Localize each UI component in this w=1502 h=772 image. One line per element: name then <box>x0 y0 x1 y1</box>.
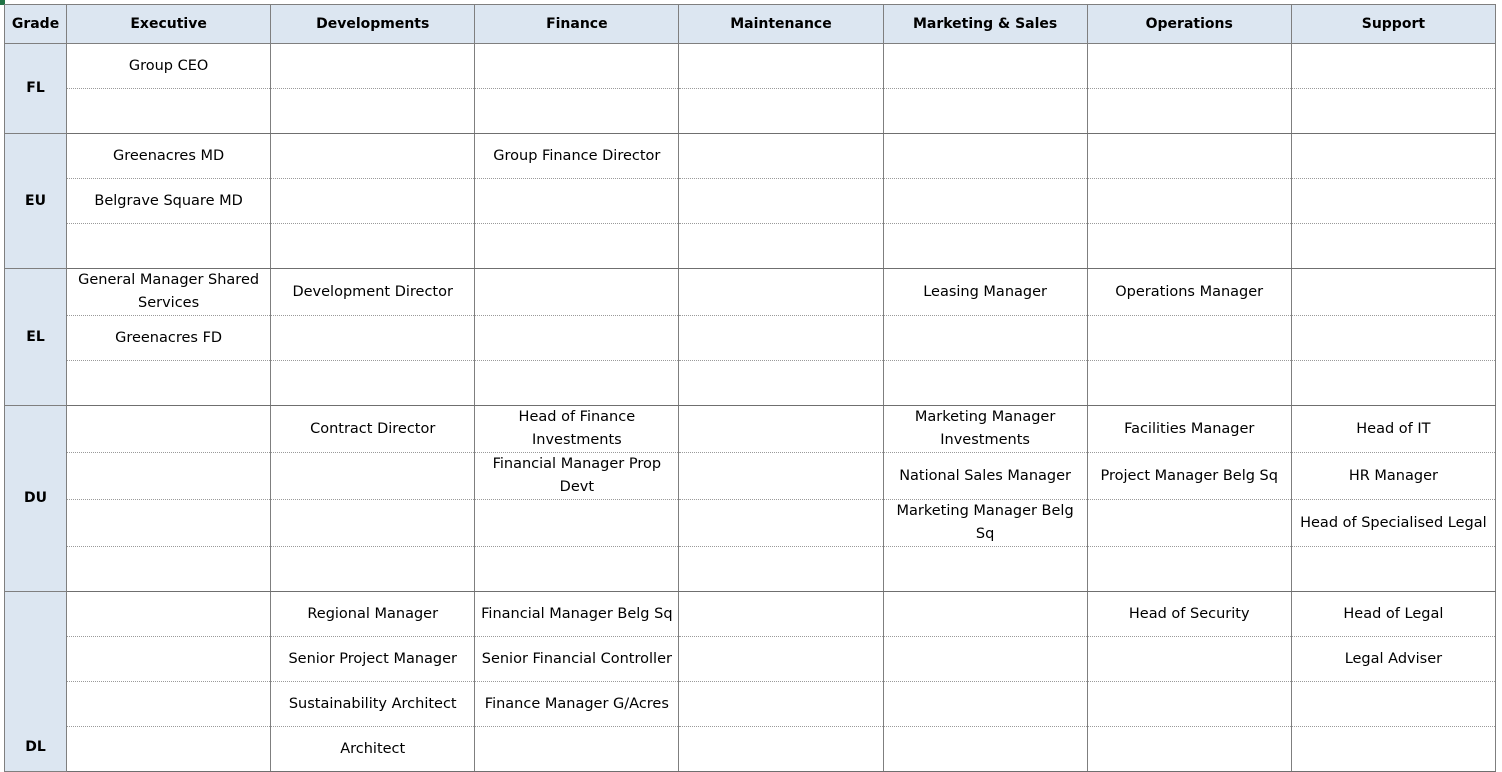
cell-developments[interactable] <box>271 547 475 592</box>
cell-finance[interactable]: Financial Manager Prop Devt <box>475 453 679 500</box>
cell-executive[interactable] <box>67 224 271 269</box>
table-row <box>5 453 1496 500</box>
cell-developments[interactable] <box>271 89 475 134</box>
cell-marketing-sales[interactable]: Marketing Manager Belg Sq <box>883 500 1087 547</box>
cell-marketing-sales[interactable] <box>883 637 1087 682</box>
header-row <box>5 5 1496 44</box>
cell-finance[interactable] <box>475 179 679 224</box>
cell-marketing-sales[interactable] <box>883 316 1087 361</box>
cell-marketing-sales[interactable] <box>883 89 1087 134</box>
cell-support[interactable]: Head of Legal <box>1291 592 1495 637</box>
cell-maintenance[interactable] <box>679 316 883 361</box>
table-row <box>5 361 1496 406</box>
cell-developments[interactable] <box>271 316 475 361</box>
cell-maintenance[interactable] <box>679 500 883 547</box>
cell-executive[interactable] <box>67 682 271 727</box>
cell-support[interactable] <box>1291 727 1495 772</box>
cell-maintenance[interactable] <box>679 89 883 134</box>
cell-maintenance[interactable] <box>679 727 883 772</box>
cell-developments[interactable]: Architect <box>271 727 475 772</box>
cell-executive[interactable] <box>67 500 271 547</box>
table-row <box>5 637 1496 682</box>
cell-maintenance[interactable] <box>679 361 883 406</box>
cell-finance[interactable] <box>475 269 679 316</box>
cell-maintenance[interactable] <box>679 637 883 682</box>
cell-operations[interactable] <box>1087 547 1291 592</box>
cell-marketing-sales[interactable]: National Sales Manager <box>883 453 1087 500</box>
grade-cell-fl[interactable]: FL <box>5 44 67 134</box>
cell-maintenance[interactable] <box>679 224 883 269</box>
table-row <box>5 406 1496 453</box>
cell-finance[interactable] <box>475 500 679 547</box>
cell-developments[interactable] <box>271 44 475 89</box>
table-row <box>5 727 1496 772</box>
cell-maintenance[interactable] <box>679 592 883 637</box>
cell-developments[interactable] <box>271 179 475 224</box>
cell-finance[interactable] <box>475 547 679 592</box>
cell-developments[interactable]: Contract Director <box>271 406 475 453</box>
cell-operations[interactable] <box>1087 134 1291 179</box>
cell-marketing-sales[interactable] <box>883 547 1087 592</box>
cell-operations[interactable] <box>1087 44 1291 89</box>
cell-support[interactable] <box>1291 316 1495 361</box>
header-grade[interactable]: Grade <box>5 5 67 44</box>
grade-cell-dl[interactable]: DL <box>5 592 67 772</box>
cell-support[interactable]: Head of Specialised Legal <box>1291 500 1495 547</box>
cell-developments[interactable]: Sustainability Architect <box>271 682 475 727</box>
cell-developments[interactable]: Development Director <box>271 269 475 316</box>
cell-executive[interactable]: Greenacres FD <box>67 316 271 361</box>
cell-finance[interactable] <box>475 316 679 361</box>
cell-operations[interactable]: Project Manager Belg Sq <box>1087 453 1291 500</box>
table-row <box>5 44 1496 89</box>
cell-operations[interactable] <box>1087 727 1291 772</box>
cell-finance[interactable] <box>475 224 679 269</box>
header-finance[interactable]: Finance <box>475 5 679 44</box>
cell-developments[interactable]: Regional Manager <box>271 592 475 637</box>
header-support[interactable]: Support <box>1291 5 1495 44</box>
table-row <box>5 547 1496 592</box>
grade-cell-du[interactable]: DU <box>5 406 67 592</box>
cell-marketing-sales[interactable]: Marketing Manager Investments <box>883 406 1087 453</box>
cell-developments[interactable] <box>271 361 475 406</box>
cell-executive[interactable] <box>67 453 271 500</box>
cell-executive[interactable] <box>67 727 271 772</box>
table-row <box>5 269 1496 316</box>
cell-finance[interactable] <box>475 727 679 772</box>
grade-matrix-table <box>4 4 1496 772</box>
cell-maintenance[interactable] <box>679 406 883 453</box>
cell-maintenance[interactable] <box>679 453 883 500</box>
cell-executive[interactable] <box>67 406 271 453</box>
cell-finance[interactable] <box>475 361 679 406</box>
cell-executive[interactable]: General Manager Shared Services <box>67 269 271 316</box>
cell-developments[interactable]: Senior Project Manager <box>271 637 475 682</box>
cell-maintenance[interactable] <box>679 269 883 316</box>
cell-operations[interactable] <box>1087 89 1291 134</box>
cell-maintenance[interactable] <box>679 134 883 179</box>
table-row <box>5 89 1496 134</box>
cell-executive[interactable] <box>67 592 271 637</box>
cell-operations[interactable]: Head of Security <box>1087 592 1291 637</box>
cell-finance[interactable]: Finance Manager G/Acres <box>475 682 679 727</box>
cell-support[interactable] <box>1291 224 1495 269</box>
cell-operations[interactable]: Facilities Manager <box>1087 406 1291 453</box>
cell-support[interactable] <box>1291 179 1495 224</box>
table-row <box>5 316 1496 361</box>
cell-support[interactable] <box>1291 134 1495 179</box>
cell-support[interactable] <box>1291 361 1495 406</box>
cell-executive[interactable] <box>67 547 271 592</box>
spreadsheet-grid <box>4 4 1496 772</box>
table-row <box>5 224 1496 269</box>
header-developments[interactable]: Developments <box>271 5 475 44</box>
table-row <box>5 134 1496 179</box>
header-executive[interactable]: Executive <box>67 5 271 44</box>
cell-support[interactable]: Head of IT <box>1291 406 1495 453</box>
cell-marketing-sales[interactable] <box>883 134 1087 179</box>
cell-operations[interactable] <box>1087 179 1291 224</box>
cell-operations[interactable] <box>1087 500 1291 547</box>
cell-maintenance[interactable] <box>679 179 883 224</box>
cell-finance[interactable]: Senior Financial Controller <box>475 637 679 682</box>
cell-executive[interactable]: Belgrave Square MD <box>67 179 271 224</box>
table-row <box>5 682 1496 727</box>
cell-support[interactable] <box>1291 547 1495 592</box>
cell-support[interactable]: Legal Adviser <box>1291 637 1495 682</box>
cell-developments[interactable] <box>271 453 475 500</box>
cell-operations[interactable] <box>1087 637 1291 682</box>
cell-executive[interactable]: Greenacres MD <box>67 134 271 179</box>
header-marketing-sales[interactable]: Marketing & Sales <box>883 5 1087 44</box>
cell-marketing-sales[interactable]: Leasing Manager <box>883 269 1087 316</box>
cell-support[interactable]: HR Manager <box>1291 453 1495 500</box>
cell-operations[interactable] <box>1087 316 1291 361</box>
grade-rows <box>5 44 1496 772</box>
header-maintenance[interactable]: Maintenance <box>679 5 883 44</box>
cell-marketing-sales[interactable] <box>883 361 1087 406</box>
cell-finance[interactable]: Head of Finance Investments <box>475 406 679 453</box>
cell-finance[interactable] <box>475 89 679 134</box>
cell-executive[interactable] <box>67 361 271 406</box>
cell-maintenance[interactable] <box>679 547 883 592</box>
cell-developments[interactable] <box>271 224 475 269</box>
cell-executive[interactable] <box>67 89 271 134</box>
cell-marketing-sales[interactable] <box>883 592 1087 637</box>
grade-cell-eu[interactable]: EU <box>5 134 67 269</box>
cell-operations[interactable]: Operations Manager <box>1087 269 1291 316</box>
cell-developments[interactable] <box>271 134 475 179</box>
cell-operations[interactable] <box>1087 361 1291 406</box>
cell-finance[interactable] <box>475 44 679 89</box>
cell-support[interactable] <box>1291 44 1495 89</box>
cell-operations[interactable] <box>1087 224 1291 269</box>
header-operations[interactable]: Operations <box>1087 5 1291 44</box>
cell-marketing-sales[interactable] <box>883 179 1087 224</box>
cell-marketing-sales[interactable] <box>883 682 1087 727</box>
cell-support[interactable] <box>1291 269 1495 316</box>
cell-marketing-sales[interactable] <box>883 44 1087 89</box>
table-row <box>5 592 1496 637</box>
cell-support[interactable] <box>1291 682 1495 727</box>
cell-finance[interactable]: Financial Manager Belg Sq <box>475 592 679 637</box>
table-row <box>5 179 1496 224</box>
cell-developments[interactable] <box>271 500 475 547</box>
cell-finance[interactable]: Group Finance Director <box>475 134 679 179</box>
grade-cell-el[interactable]: EL <box>5 269 67 406</box>
cell-maintenance[interactable] <box>679 44 883 89</box>
cell-executive[interactable]: Group CEO <box>67 44 271 89</box>
cell-maintenance[interactable] <box>679 682 883 727</box>
table-row <box>5 500 1496 547</box>
cell-executive[interactable] <box>67 637 271 682</box>
cell-marketing-sales[interactable] <box>883 727 1087 772</box>
cell-operations[interactable] <box>1087 682 1291 727</box>
cell-support[interactable] <box>1291 89 1495 134</box>
cell-marketing-sales[interactable] <box>883 224 1087 269</box>
